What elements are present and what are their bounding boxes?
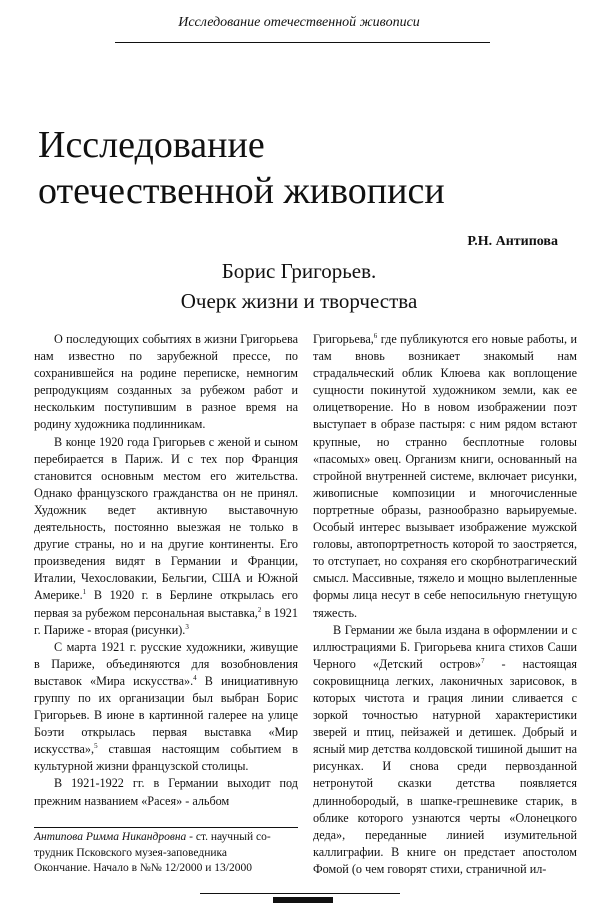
left-column bbox=[34, 331, 298, 810]
footnote-ref: 3 bbox=[185, 622, 189, 631]
right-column bbox=[313, 331, 577, 878]
footnote-author-name: Антипова Римма Никандровна bbox=[34, 831, 187, 843]
footnote-ref: 1 bbox=[82, 588, 87, 597]
bottom-rule bbox=[200, 893, 400, 894]
paragraph: О последующих событиях в жизни Григорьева нам известно по зарубежной прессе, по сохранившейся на родине переписке, немногим репродукциям созданных за рубежом работ и нескольким поступившим в разное время на родину художника подлинникам. bbox=[34, 332, 298, 432]
bottom-bar bbox=[273, 897, 333, 903]
paragraph: В 1921-1922 гг. в Германии выходит под прежним названием «Расея» - альбом bbox=[34, 776, 298, 808]
subtitle-line-1: Борис Григорьев. bbox=[221, 259, 377, 283]
footnote-rule bbox=[34, 827, 298, 828]
footnote-ref: 7 bbox=[481, 656, 485, 665]
header-rule bbox=[115, 42, 490, 43]
title-line-2: отечественной живописи bbox=[38, 170, 445, 212]
title-line-1: Исследование bbox=[38, 124, 265, 166]
running-head: Исследование отечественной живописи bbox=[178, 15, 420, 30]
footnote-ref: 4 bbox=[193, 673, 197, 682]
author-name: Р.Н. Антипова bbox=[467, 234, 558, 249]
subtitle-line-2: Очерк жизни и творчества bbox=[180, 289, 418, 313]
paragraph: Григорьева,$^6$ где публикуются его новые работы, и там вновь возникает знакомый нам страдальческий облик Клюева как воплощение сущности покинутой художником земли, как ее олицетворение. Но в новом изображении поэт выступает в образе пастыря: с ним рядом встают крупные, но странно бесплотные головы «пасомых» овец. Организм книги, основанный на стройной внутренней системе, включает рисунки, живописные композиции и многочисленные портретные образы, разнообразно варьируемые. Особый интерес вызывает изображение мужской головы, автопортретность которой то заостряется, то отступает, но сохраняя его скорбнотрагический смысл. Массивные, тяжело и мощно вылепленные формы лица несут в себе непосильную гнетущую тяжесть. bbox=[313, 331, 577, 620]
article-title bbox=[38, 122, 558, 214]
paragraph: С марта 1921 г. русские художники, живущие в Париже, объединяются для возобновления выставок «Мира искусства».$^4$ В инициативную группу по их организации был выбран Борис Григорьев. В июне в картинной галерее на улице Боэти открылась первая выставка «Мир искусства»,$^5$ ставшая настоящим событием в культурной жизни французской столицы. bbox=[34, 639, 298, 774]
paragraph: В конце 1920 года Григорьев с женой и сыном перебирается в Париж. И с тех пор Франция становится основным местом его жительства. Однако французского гражданства он не принял. Художник ведет активную выставочную деятельность, постоянно выезжая не только в другие страны, но и на другие континенты. Его произведения видят в Германии и Франции, Италии, Чехословакии, Бельгии, США и Южной Америке.$^1$ В 1920 г. в Берлине открылась его первая за рубежом персональная выставка,$^2$ в 1921 г. Париже - вторая (рисунки).$^3$ bbox=[34, 434, 298, 637]
footnote-ref: 5 bbox=[94, 742, 98, 751]
article-subtitle bbox=[0, 256, 598, 316]
author-footnote: Антипова Римма Никандровна - ст. научный со- трудник Псковского музея-заповедника Окончание. Начало в №№ 12/2000 и 13/2000 bbox=[34, 831, 271, 874]
footnote-ref: 2 bbox=[257, 605, 262, 614]
paragraph: В Германии же была издана в оформлении и с иллюстрациями Б. Григорьева книга стихов Саши Черного «Детский остров»$^7$ - настоящая сокровищница легких, лаконичных зарисовок, в которых чистота и грация линии сливается с зоркой точностью натурной характеристики зверей и птиц, пейзажей и детишек. Добрый и ясный мир детства колдовской тишиной дышит на рисунках. И снова среди первозданной нетронутой сказки детства появляется длиннобородый, в шапке-грешневике старик, в облике которого узнаются черты «Олонецкого деда», переданные линией изумительной каллиграфии. В книге он предстает апостолом Фомой (о чем говорят стихи, страничной ил- bbox=[313, 622, 577, 876]
footnote-ref: 6 bbox=[373, 331, 378, 340]
